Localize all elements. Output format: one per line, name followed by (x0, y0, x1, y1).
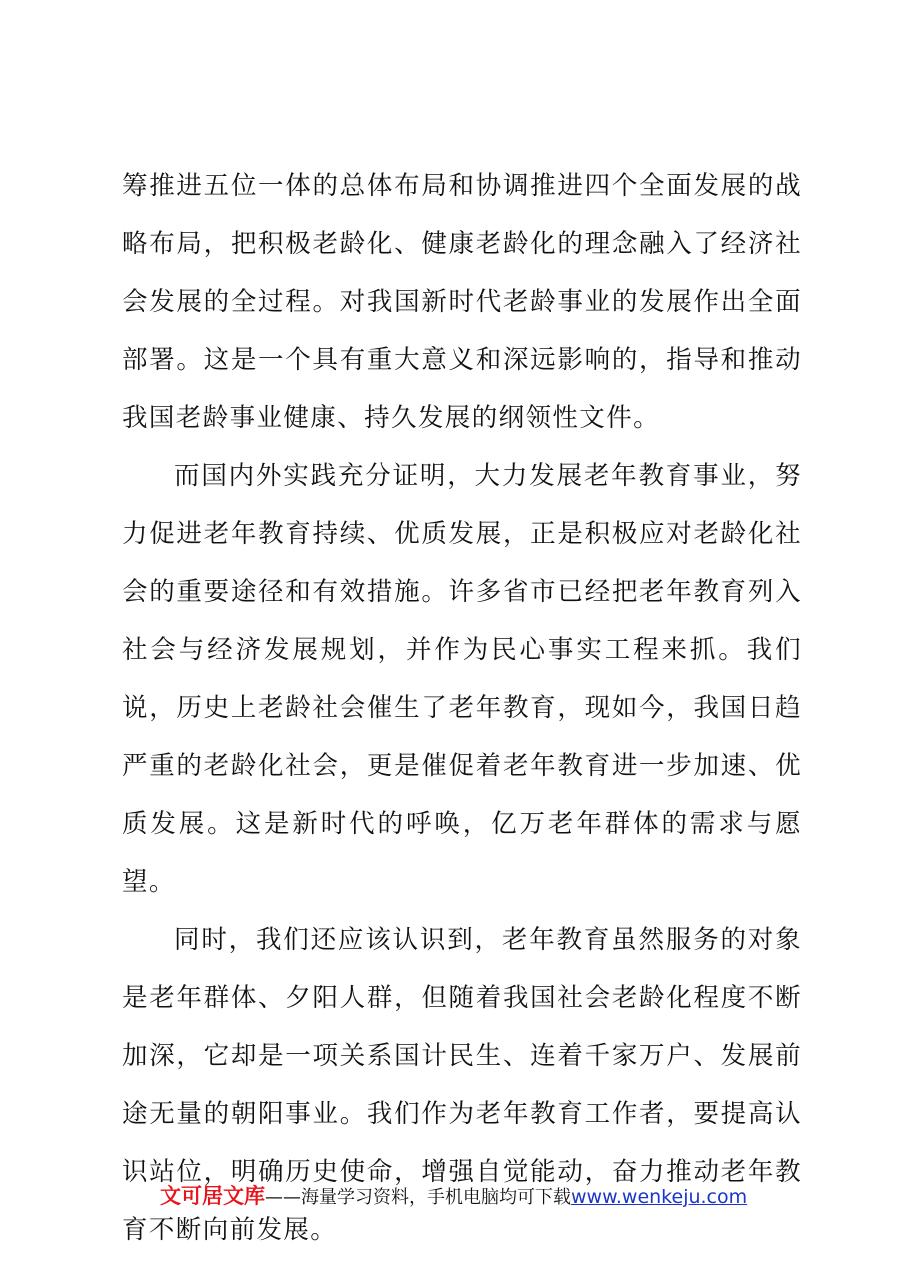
paragraph-3: 同时，我们还应该认识到，老年教育虽然服务的对象是老年群体、夕阳人群，但随着我国社会老龄化程度不断加深，它却是一项关系国计民生、连着千家万户、发展前途无量的朝阳事业。我们作为老年教育工作者，要提高认识站位，明确历史使命，增强自觉能动，奋力推动老年教育不断向前发展。 (122, 925, 802, 1245)
footer-website-link[interactable]: www.wenkeju.com (571, 1186, 748, 1208)
paragraph-1: 筹推进五位一体的总体布局和协调推进四个全面发展的战略布局，把积极老龄化、健康老龄化的理念融入了经济社会发展的全过程。对我国新时代老龄事业的发展作出全面部署。这是一个具有重大意义和深远影响的，指导和推动我国老龄事业健康、持久发展的纲领性文件。 (122, 171, 802, 433)
footer-brand: 文可居文库 (160, 1184, 265, 1208)
document-body (122, 157, 802, 1259)
footer-banner (160, 1182, 800, 1212)
paragraph-2: 而国内外实践充分证明，大力发展老年教育事业，努力促进老年教育持续、优质发展，正是积极应对老龄化社会的重要途径和有效措施。许多省市已经把老年教育列入社会与经济发展规划，并作为民心事实工程来抓。我们说，历史上老龄社会催生了老年教育，现如今，我国日趋严重的老龄化社会，更是催促着老年教育进一步加速、优质发展。这是新时代的呼唤，亿万老年群体的需求与愿望。 (122, 461, 802, 897)
footer-tagline: ——海量学习资料，手机电脑均可下载 (265, 1187, 571, 1208)
